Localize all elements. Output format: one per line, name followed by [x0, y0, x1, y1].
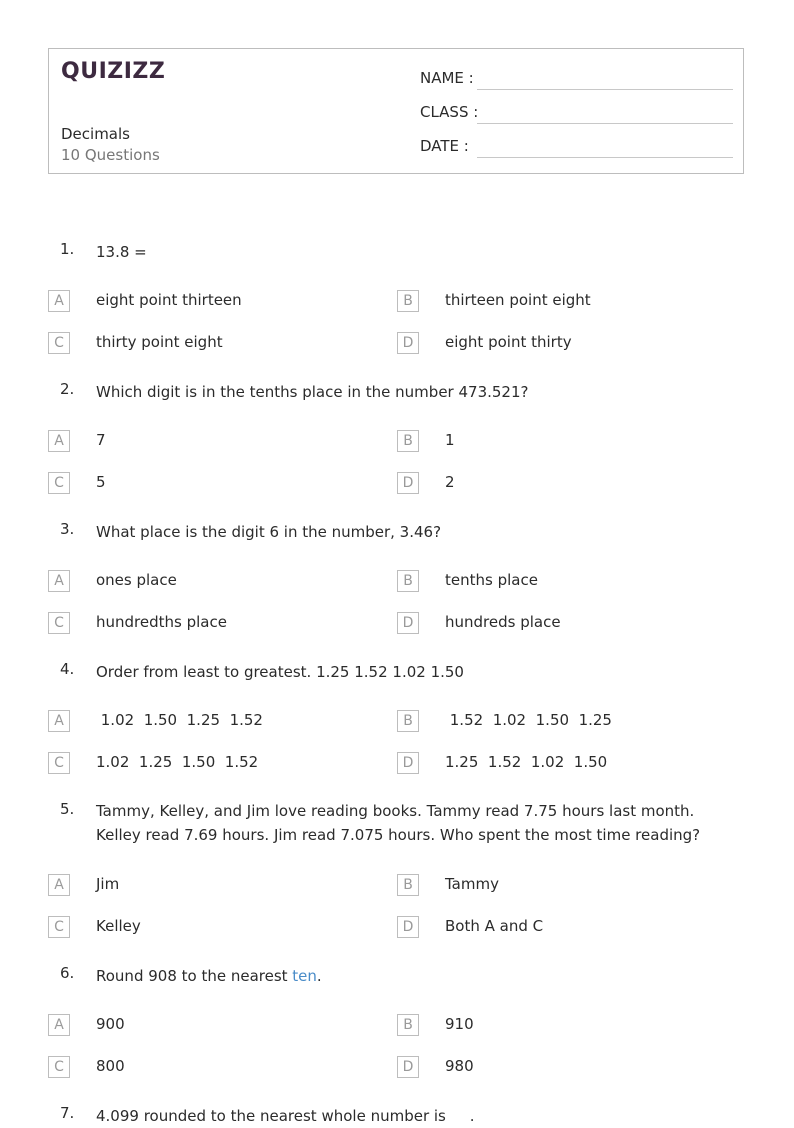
option-text: thirty point eight [96, 333, 223, 351]
option-text: 5 [96, 473, 106, 491]
option-text: Tammy [445, 875, 499, 893]
question-text [96, 964, 736, 988]
option-letter-box: C [48, 332, 70, 354]
option-letter-box: B [397, 874, 419, 896]
option-letter-box: A [48, 874, 70, 896]
option-letter-box: D [397, 332, 419, 354]
option-text: hundreds place [445, 613, 561, 631]
option-text: Kelley [96, 917, 141, 935]
option-text: eight point thirteen [96, 291, 242, 309]
question-number: 2. [60, 380, 75, 398]
option-text: thirteen point eight [445, 291, 591, 309]
worksheet-header [48, 48, 744, 174]
option-letter-box: B [397, 570, 419, 592]
option-letter-box: D [397, 472, 419, 494]
option-text: 1.02 1.50 1.25 1.52 [96, 711, 263, 729]
option-letter-box: A [48, 570, 70, 592]
option-letter-box: D [397, 612, 419, 634]
question-number: 3. [60, 520, 75, 538]
option-text: 2 [445, 473, 455, 491]
option-letter-box: C [48, 752, 70, 774]
option-text: ones place [96, 571, 177, 589]
question-count: 10 Questions [61, 146, 160, 164]
question-number: 4. [60, 660, 75, 678]
option-letter-box: B [397, 710, 419, 732]
option-text: 900 [96, 1015, 125, 1033]
option-letter-box: C [48, 472, 70, 494]
option-letter-box: D [397, 752, 419, 774]
option-letter-box: B [397, 1014, 419, 1036]
date-label: DATE : [420, 137, 469, 155]
option-letter-box: A [48, 290, 70, 312]
worksheet-title: Decimals [61, 125, 130, 143]
option-text: tenths place [445, 571, 538, 589]
option-text: Both A and C [445, 917, 544, 935]
question-number: 6. [60, 964, 75, 982]
option-letter-box: C [48, 1056, 70, 1078]
date-line [477, 157, 733, 158]
question-number: 1. [60, 240, 75, 258]
question-text: 4.099 rounded to the nearest whole number is . [96, 1107, 475, 1125]
question-number: 5. [60, 800, 75, 818]
option-letter-box: A [48, 710, 70, 732]
option-text: 1.52 1.02 1.50 1.25 [445, 711, 612, 729]
option-letter-box: C [48, 612, 70, 634]
highlighted-word: ten [292, 967, 317, 985]
option-text: hundredths place [96, 613, 227, 631]
option-letter-box: C [48, 916, 70, 938]
name-line [477, 89, 733, 90]
option-letter-box: D [397, 916, 419, 938]
question-text: 13.8 = [96, 243, 147, 261]
question-text: Order from least to greatest. 1.25 1.52 1.02 1.50 [96, 663, 464, 681]
option-letter-box: D [397, 1056, 419, 1078]
option-text: eight point thirty [445, 333, 572, 351]
option-text: 910 [445, 1015, 474, 1033]
option-text: 7 [96, 431, 106, 449]
question-text: Which digit is in the tenths place in the number 473.521? [96, 383, 529, 401]
class-label: CLASS : [420, 103, 479, 121]
question-text: Tammy, Kelley, and Jim love reading books. Tammy read 7.75 hours last month. Kelley read 7.69 hours. Jim read 7.075 hours. Who spent the most time reading? [96, 802, 701, 844]
name-label: NAME : [420, 69, 474, 87]
class-line [477, 123, 733, 124]
option-text: 1 [445, 431, 455, 449]
option-text: 980 [445, 1057, 474, 1075]
option-letter-box: B [397, 290, 419, 312]
quizizz-logo: QUIZIZZ [61, 59, 166, 84]
option-letter-box: A [48, 1014, 70, 1036]
question-text-before: Round 908 to the nearest [96, 967, 293, 985]
option-text: 800 [96, 1057, 125, 1075]
option-letter-box: A [48, 430, 70, 452]
question-text: What place is the digit 6 in the number, 3.46? [96, 523, 442, 541]
option-text: 1.02 1.25 1.50 1.52 [96, 753, 259, 771]
question-text-after: . [316, 967, 322, 985]
option-text: Jim [96, 875, 120, 893]
option-text: 1.25 1.52 1.02 1.50 [445, 753, 608, 771]
option-letter-box: B [397, 430, 419, 452]
question-number: 7. [60, 1104, 75, 1122]
